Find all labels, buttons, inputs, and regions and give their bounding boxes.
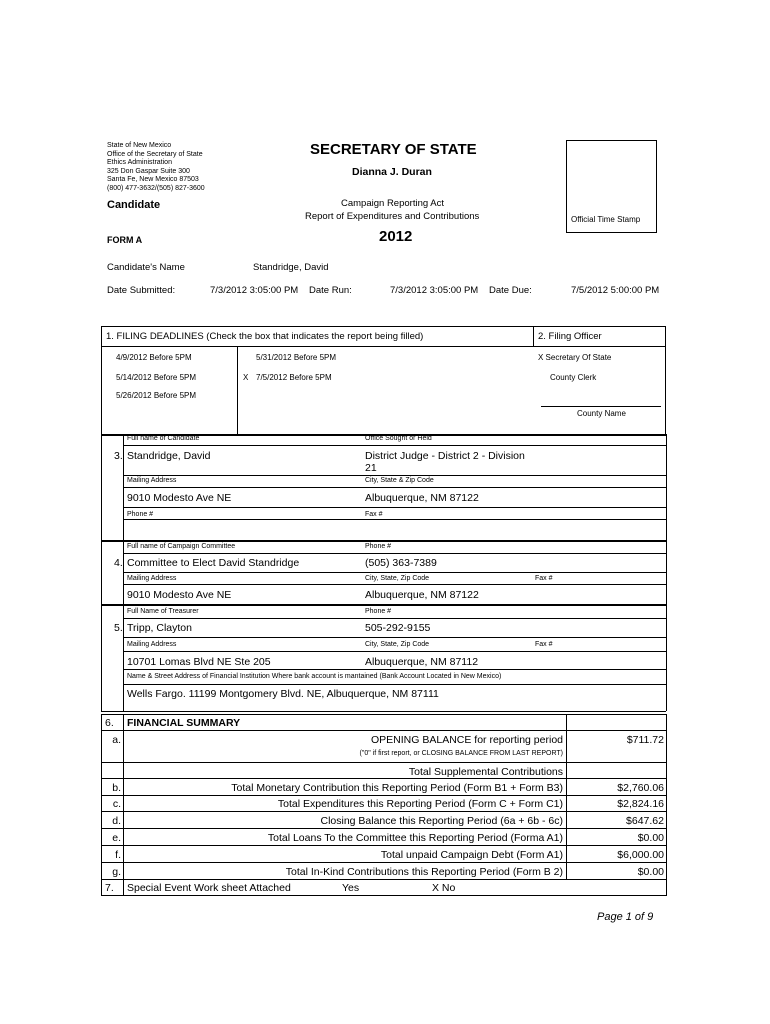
section-number: 7. <box>105 882 114 894</box>
field-label: Phone # <box>365 543 392 550</box>
row-value: $0.00 <box>637 832 664 844</box>
divider <box>101 762 667 763</box>
time-stamp-label: Official Time Stamp <box>571 215 641 224</box>
deadline-option[interactable]: 5/31/2012 Before 5PM <box>256 353 337 362</box>
field-label: Mailing Address <box>127 575 177 582</box>
candidate-label: Candidate <box>107 199 161 211</box>
row-label: OPENING BALANCE for reporting period <box>371 734 563 746</box>
divider <box>101 845 667 846</box>
section-number: 4. <box>114 557 123 569</box>
act-title: Campaign Reporting Act <box>341 198 444 209</box>
treasurer-address: 10701 Lomas Blvd NE Ste 205 <box>127 656 271 668</box>
special-event-yes[interactable]: Yes <box>342 882 360 894</box>
field-label: Mailing Address <box>127 641 177 648</box>
divider <box>123 651 666 652</box>
row-letter: a. <box>112 734 121 746</box>
field-label: Mailing Address <box>127 477 177 484</box>
field-label: Fax # <box>535 641 553 648</box>
divider <box>123 584 666 585</box>
candidate-name-label: Candidate's Name <box>107 262 185 273</box>
row-value: $711.72 <box>626 734 664 746</box>
divider <box>123 572 666 573</box>
date-due-label: Date Due: <box>489 285 532 296</box>
report-year: 2012 <box>379 228 413 245</box>
page-number: Page 1 of 9 <box>597 911 654 923</box>
committee-phone: (505) 363-7389 <box>365 557 437 569</box>
deadline-option[interactable]: 7/5/2012 Before 5PM <box>256 373 332 382</box>
divider <box>123 669 666 670</box>
divider <box>123 445 666 446</box>
divider <box>533 326 534 346</box>
divider <box>101 778 667 779</box>
date-submitted-value: 7/3/2012 3:05:00 PM <box>210 285 299 296</box>
row-label: Total Supplemental Contributions <box>408 766 563 778</box>
divider <box>101 604 666 606</box>
field-label: Fax # <box>535 575 553 582</box>
row-note: ("0" if first report, or CLOSING BALANCE FROM LAST REPORT) <box>359 750 563 757</box>
row-letter: b. <box>112 782 121 794</box>
divider <box>101 346 666 347</box>
bank-institution: Wells Fargo. 11199 Montgomery Blvd. NE, Albuquerque, NM 87111 <box>127 688 439 700</box>
treasurer-city: Albuquerque, NM 87112 <box>365 656 479 668</box>
county-name-label: County Name <box>577 409 626 418</box>
field-label: Name & Street Address of Financial Institution Where bank account is mantained (Bank Account Located in New Mexico) <box>127 673 502 680</box>
committee-address: 9010 Modesto Ave NE <box>127 589 232 601</box>
field-label: City, State & Zip Code <box>365 477 434 484</box>
row-label: Total Monetary Contribution this Reporting Period (Form B1 + Form B3) <box>231 782 563 794</box>
field-label: Full name of Campaign Committee <box>127 543 236 550</box>
agency-line: (800) 477-3632/(505) 827-3600 <box>107 185 205 192</box>
row-letter: d. <box>112 815 121 827</box>
field-label: Full name of Candidate <box>127 435 200 442</box>
deadline-option[interactable]: 5/14/2012 Before 5PM <box>116 373 197 382</box>
report-title: Report of Expenditures and Contributions <box>305 211 480 222</box>
divider <box>237 346 238 435</box>
divider <box>566 714 567 880</box>
agency-line: State of New Mexico <box>107 142 172 149</box>
office-sought-cont: 21 <box>365 462 377 474</box>
agency-line: 325 Don Gaspar Suite 300 <box>107 168 190 175</box>
row-letter: c. <box>112 798 121 810</box>
candidate-address: 9010 Modesto Ave NE <box>127 492 232 504</box>
row-value: $2,760.06 <box>617 782 664 794</box>
row-letter: f. <box>115 849 121 861</box>
field-label: Office Sought or Held <box>365 435 432 442</box>
divider <box>123 684 666 685</box>
row-label: Total unpaid Campaign Debt (Form A1) <box>380 849 563 861</box>
county-name-line <box>541 406 661 407</box>
row-value: $2,824.16 <box>617 798 664 810</box>
row-label: Closing Balance this Reporting Period (6a + 6b - 6c) <box>320 815 563 827</box>
agency-line: Ethics Administration <box>107 159 172 166</box>
divider <box>666 434 667 711</box>
divider <box>123 475 666 476</box>
deadline-option[interactable]: 4/9/2012 Before 5PM <box>116 353 192 362</box>
filing-deadlines-title: 1. FILING DEADLINES (Check the box that indicates the report being filled) <box>106 331 424 342</box>
secretary-name: Dianna J. Duran <box>352 166 432 178</box>
row-label: Total Expenditures this Reporting Period (Form C + Form C1) <box>277 798 563 810</box>
divider <box>101 730 667 731</box>
field-label: Full Name of Treasurer <box>127 608 199 615</box>
field-label: Phone # <box>365 608 392 615</box>
date-submitted-label: Date Submitted: <box>107 285 176 296</box>
divider <box>123 618 666 619</box>
row-label: Total Loans To the Committee this Reporting Period (Forma A1) <box>267 832 563 844</box>
divider <box>123 487 666 488</box>
committee-city: Albuquerque, NM 87122 <box>365 589 479 601</box>
field-label: Phone # <box>127 511 154 518</box>
deadline-option[interactable]: 5/26/2012 Before 5PM <box>116 391 197 400</box>
divider <box>101 879 667 880</box>
section-number: 5. <box>114 622 123 634</box>
special-event-label: Special Event Work sheet Attached <box>127 882 291 894</box>
divider <box>123 553 666 554</box>
form-label: FORM A <box>107 235 143 245</box>
row-letter: g. <box>112 866 121 878</box>
office-sought: District Judge - District 2 - Division <box>365 450 525 462</box>
divider <box>101 711 666 712</box>
divider <box>101 862 667 863</box>
row-value: $6,000.00 <box>617 849 664 861</box>
filing-officer-sos[interactable]: X Secretary Of State <box>538 353 612 362</box>
special-event-no[interactable]: X No <box>432 882 456 894</box>
divider <box>123 507 666 508</box>
deadline-check-mark: X <box>243 373 249 382</box>
divider <box>101 811 667 812</box>
page-title: SECRETARY OF STATE <box>310 141 477 158</box>
time-stamp-box <box>566 140 657 233</box>
divider <box>123 519 666 520</box>
field-label: Fax # <box>365 511 383 518</box>
agency-line: Santa Fe, New Mexico 87503 <box>107 176 199 183</box>
financial-summary-title: FINANCIAL SUMMARY <box>127 717 241 729</box>
date-run-label: Date Run: <box>309 285 352 296</box>
section-number: 3. <box>114 450 123 462</box>
divider <box>101 434 102 711</box>
section-number: 6. <box>105 717 114 729</box>
field-label: City, State, Zip Code <box>365 575 430 582</box>
row-value: $647.62 <box>626 815 664 827</box>
filing-officer-title: 2. Filing Officer <box>538 331 602 342</box>
candidate-city: Albuquerque, NM 87122 <box>365 492 479 504</box>
date-run-value: 7/3/2012 3:05:00 PM <box>390 285 479 296</box>
candidate-full-name: Standridge, David <box>127 450 211 462</box>
divider <box>101 540 666 542</box>
row-value: $0.00 <box>637 866 664 878</box>
date-due-value: 7/5/2012 5:00:00 PM <box>571 285 660 296</box>
treasurer-phone: 505-292-9155 <box>365 622 431 634</box>
field-label: City, State, Zip Code <box>365 641 430 648</box>
candidate-name-value: Standridge, David <box>253 262 329 273</box>
divider <box>123 714 124 896</box>
row-label: Total In-Kind Contributions this Reporting Period (Form B 2) <box>285 866 563 878</box>
filing-officer-county-clerk[interactable]: County Clerk <box>550 373 597 382</box>
committee-name: Committee to Elect David Standridge <box>127 557 300 569</box>
agency-line: Office of the Secretary of State <box>107 151 203 158</box>
divider <box>123 637 666 638</box>
divider <box>101 828 667 829</box>
treasurer-name: Tripp, Clayton <box>127 622 192 634</box>
divider <box>101 795 667 796</box>
row-letter: e. <box>112 832 121 844</box>
